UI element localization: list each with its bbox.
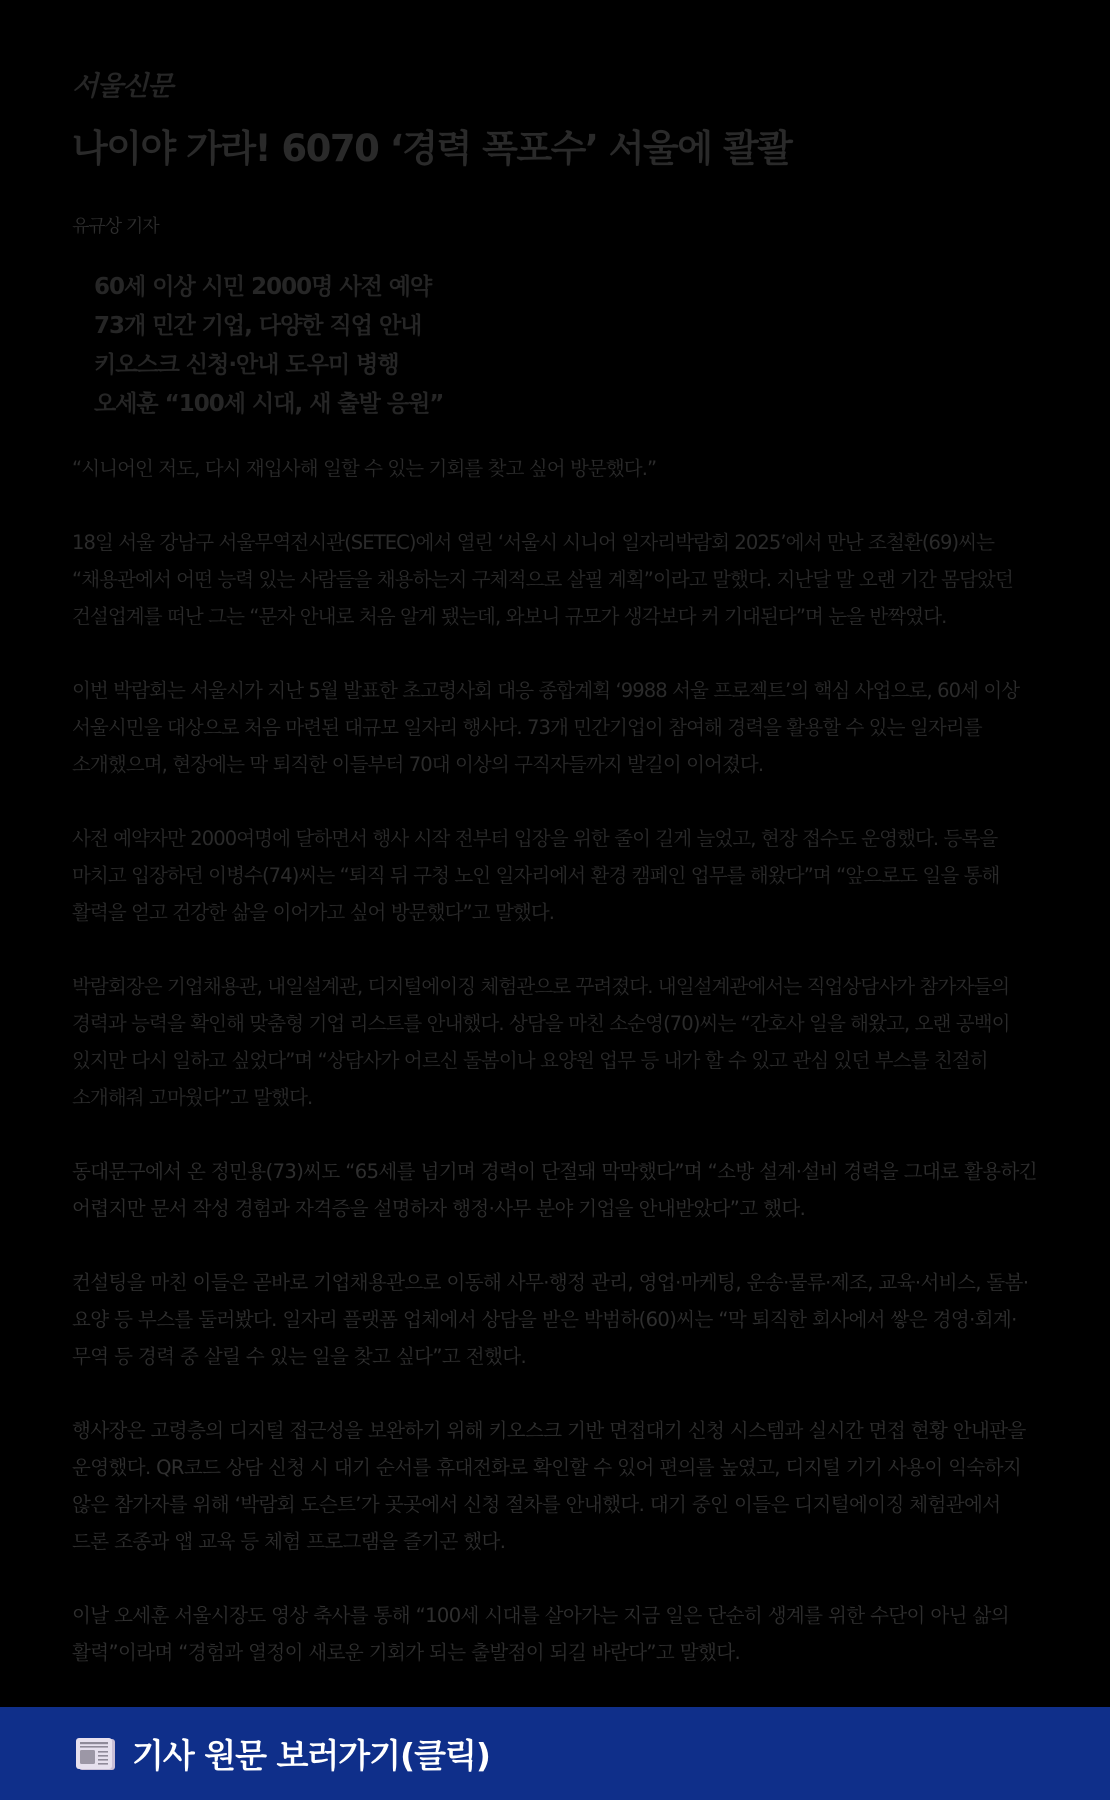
subheading: 73개 민간 기업, 다양한 직업 안내 bbox=[94, 313, 422, 339]
paragraph: 컨설팅을 마친 이들은 곧바로 기업채용관으로 이동해 사무·행정 관리, 영업·마케팅, 운송·물류·제조, 교육·서비스, 돌봄·요양 등 부스를 둘러봤다. 일자리 플랫폼 업체에서 상담을 받은 박범하(60)씨는 “막 퇴직한 회사에서 쌓은 경영·회계·무역 등 경력 중 살릴 수 있는 일을 찾고 싶다”고 전했다. bbox=[72, 1271, 1029, 1368]
subheading: 키오스크 신청·안내 도우미 병행 bbox=[94, 352, 399, 378]
subheading: 오세훈 “100세 시대, 새 출발 응원” bbox=[94, 391, 444, 417]
paragraph-lead-quote: “시니어인 저도, 다시 재입사해 일할 수 있는 기회를 찾고 싶어 방문했다.” bbox=[72, 457, 657, 480]
article-body bbox=[72, 450, 1038, 1708]
paragraph: 이번 박람회는 서울시가 지난 5월 발표한 초고령사회 대응 종합계획 ‘9988 서울 프로젝트’의 핵심 사업으로, 60세 이상 서울시민을 대상으로 처음 마련된 대규모 일자리 행사다. 73개 민간기업이 참여해 경력을 활용할 수 있는 일자리를 소개했으며, 현장에는 막 퇴직한 이들부터 70대 이상의 구직자들까지 발길이 이어졌다. bbox=[72, 679, 1020, 776]
headline: 나이야 가라! 6070 ‘경력 폭포수’ 서울에 콸콸 bbox=[72, 127, 792, 170]
banner-label: 기사 원문 보러가기(클릭) bbox=[132, 1736, 490, 1775]
newspaper-icon bbox=[76, 1737, 116, 1771]
byline: 유규상 기자 bbox=[72, 216, 159, 237]
publisher-name: 서울신문 bbox=[72, 71, 173, 102]
paragraph: 박람회장은 기업채용관, 내일설계관, 디지털에이징 체험관으로 꾸려졌다. 내일설계관에서는 직업상담사가 참가자들의 경력과 능력을 확인해 맞춤형 기업 리스트를 안내했다. 상담을 마친 소순영(70)씨는 “간호사 일을 해왔고, 오랜 공백이 있지만 다시 일하고 싶었다”며 “상담사가 어르신 돌봄이나 요양원 업무 등 내가 할 수 있고 관심 있던 부스를 친절히 소개해줘 고마웠다”고 말했다. bbox=[72, 975, 1010, 1109]
paragraph: 행사장은 고령층의 디지털 접근성을 보완하기 위해 키오스크 기반 면접대기 신청 시스템과 실시간 면접 현황 안내판을 운영했다. QR코드 상담 신청 시 대기 순서를 휴대전화로 확인할 수 있어 편의를 높였고, 디지털 기기 사용이 익숙하지 않은 참가자를 위해 ‘박람회 도슨트’가 곳곳에서 신청 절차를 안내했다. 대기 중인 이들은 디지털에이징 체험관에서 드론 조종과 앱 교육 등 체험 프로그램을 즐기곤 했다. bbox=[72, 1419, 1026, 1553]
paragraph: 18일 서울 강남구 서울무역전시관(SETEC)에서 열린 ‘서울시 시니어 일자리박람회 2025’에서 만난 조철환(69)씨는 “채용관에서 어떤 능력 있는 사람들을 채용하는지 구체적으로 살필 계획”이라고 말했다. 지난달 말 오랜 기간 몸담았던 건설업계를 떠난 그는 “문자 안내로 처음 알게 됐는데, 와보니 규모가 생각보다 커 기대된다”며 눈을 반짝였다. bbox=[72, 531, 1013, 628]
paragraph: 동대문구에서 온 정민용(73)씨도 “65세를 넘기며 경력이 단절돼 막막했다”며 “소방 설계·설비 경력을 그대로 활용하긴 어렵지만 문서 작성 경험과 자격증을 설명하자 행정·사무 분야 기업을 안내받았다”고 했다. bbox=[72, 1160, 1037, 1220]
paragraph: 이날 오세훈 서울시장도 영상 축사를 통해 “100세 시대를 살아가는 지금 일은 단순히 생계를 위한 수단이 아닌 삶의 활력”이라며 “경험과 열정이 새로운 기회가 되는 출발점이 되길 바란다”고 말했다. bbox=[72, 1604, 1009, 1664]
subheadings bbox=[94, 268, 443, 424]
paragraph: 사전 예약자만 2000여명에 달하면서 행사 시작 전부터 입장을 위한 줄이 길게 늘었고, 현장 접수도 운영했다. 등록을 마치고 입장하던 이병수(74)씨는 “퇴직 뒤 구청 노인 일자리에서 환경 캠페인 업무를 해왔다”며 “앞으로도 일을 통해 활력을 얻고 건강한 삶을 이어가고 싶어 방문했다”고 말했다. bbox=[72, 827, 1000, 924]
subheading: 60세 이상 시민 2000명 사전 예약 bbox=[94, 274, 432, 300]
view-original-article-button[interactable] bbox=[0, 1707, 1110, 1800]
